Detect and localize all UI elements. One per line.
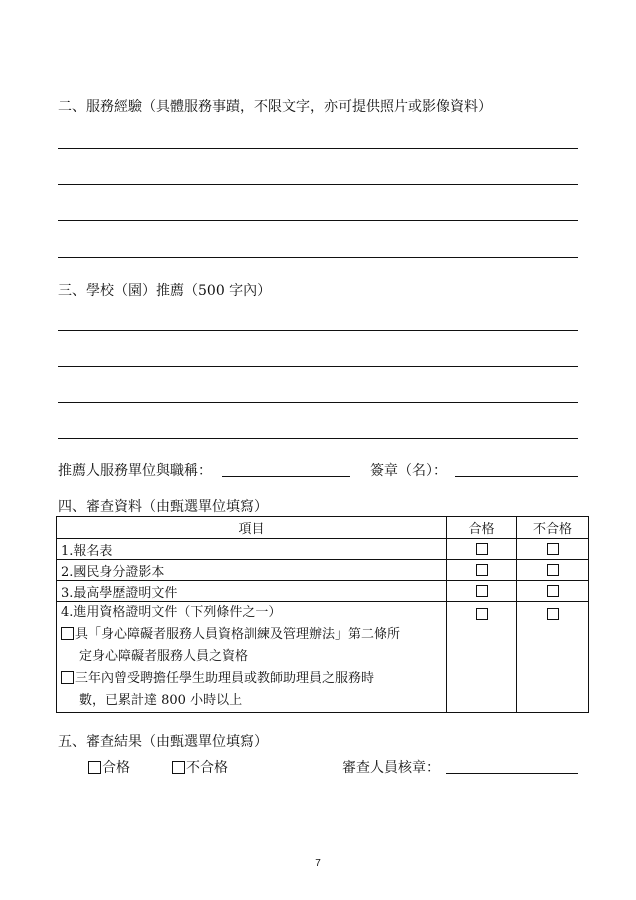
page-number: 7 (315, 858, 321, 869)
writing-line[interactable] (58, 220, 578, 221)
pass-checkbox[interactable] (476, 543, 488, 555)
fail-checkbox[interactable] (547, 564, 559, 576)
qualification-option-1-text: 具「身心障礙者服務人員資格訓練及管理辦法」第二條所 (75, 627, 401, 642)
result-pass-checkbox[interactable] (88, 761, 101, 774)
row-label: 3.最高學歷證明文件 (57, 581, 447, 602)
section-2-heading: 二、服務經驗（具體服務事蹟，不限文字，亦可提供照片或影像資料） (58, 99, 492, 115)
qualification-option-2-checkbox[interactable] (61, 671, 74, 684)
row-label: 1.報名表 (57, 539, 447, 560)
fail-checkbox[interactable] (547, 543, 559, 555)
section-4-heading: 四、審查資料（由甄選單位填寫） (58, 499, 268, 515)
recommender-unit-field[interactable] (222, 476, 350, 477)
pass-checkbox[interactable] (476, 585, 488, 597)
writing-line[interactable] (58, 438, 578, 439)
header-item: 項目 (57, 517, 447, 539)
qualification-option-1-checkbox[interactable] (61, 627, 74, 640)
writing-line[interactable] (58, 184, 578, 185)
recommender-sign-field[interactable] (455, 476, 578, 477)
qualification-option-1-text-cont: 定身心障礙者服務人員之資格 (79, 649, 249, 664)
table-row (57, 581, 589, 602)
qualification-option-2-text: 三年內曾受聘擔任學生助理員或教師助理員之服務時 (75, 671, 375, 686)
writing-line[interactable] (58, 257, 578, 258)
result-fail-label: 不合格 (186, 760, 228, 776)
header-pass: 合格 (447, 517, 517, 539)
result-fail-checkbox[interactable] (172, 761, 185, 774)
pass-checkbox[interactable] (476, 564, 488, 576)
row-label: 4.進用資格證明文件（下列條件之一） (61, 605, 282, 620)
result-fail-option[interactable] (172, 757, 228, 777)
writing-line[interactable] (58, 366, 578, 367)
result-pass-label: 合格 (102, 760, 130, 776)
writing-line[interactable] (58, 330, 578, 331)
fail-checkbox[interactable] (547, 608, 559, 620)
table-row (57, 602, 589, 713)
table-row (57, 539, 589, 560)
header-fail: 不合格 (517, 517, 589, 539)
fail-checkbox[interactable] (547, 585, 559, 597)
qualification-option-2-text-cont: 數，已累計達 800 小時以上 (79, 693, 243, 708)
review-table (56, 516, 589, 713)
section-5-heading: 五、審查結果（由甄選單位填寫） (58, 734, 268, 750)
table-row (57, 560, 589, 581)
writing-line[interactable] (58, 402, 578, 403)
recommender-sign-label: 簽章（名）： (370, 463, 447, 479)
review-table-header (57, 517, 589, 539)
recommender-unit-label: 推薦人服務單位與職稱： (58, 463, 212, 479)
result-pass-option[interactable] (88, 757, 130, 777)
pass-checkbox[interactable] (476, 608, 488, 620)
writing-line[interactable] (58, 148, 578, 149)
reviewer-sign-field[interactable] (446, 773, 578, 774)
section-3-heading: 三、學校（園）推薦（500 字內） (58, 283, 272, 299)
row-label: 2.國民身分證影本 (57, 560, 447, 581)
reviewer-label: 審查人員核章： (342, 760, 440, 776)
